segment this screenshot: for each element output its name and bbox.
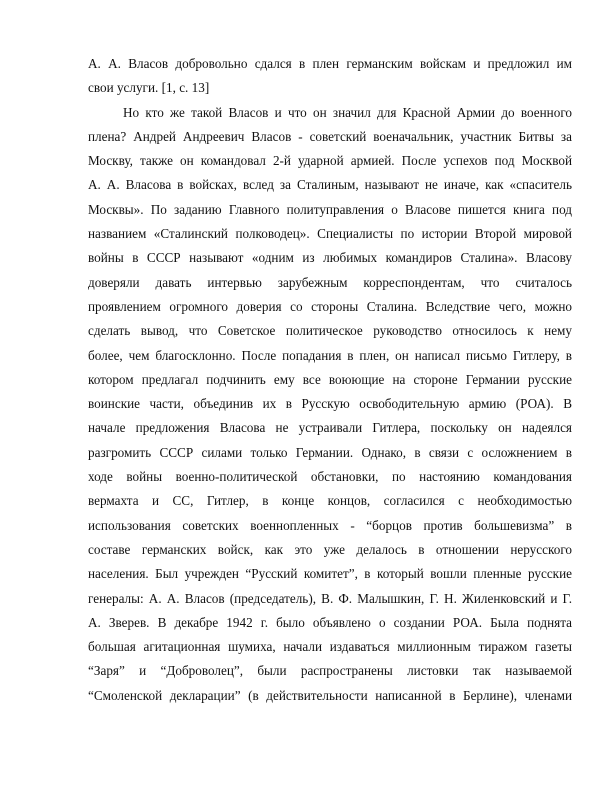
text-line: большая агитационная шумиха, начали издаваться миллионным тиражом газеты — [88, 639, 572, 655]
text-line: ходе войны военно-политической обстановки, по настоянию командования — [88, 469, 572, 485]
text-line: Москвы». По заданию Главного политуправления о Власове пишется книга под — [88, 201, 572, 217]
text-line: свои услуги. [1, с. 13] — [88, 80, 210, 96]
text-line: разгромить СССР силами только Германии. Однако, в связи с осложнением в — [88, 444, 572, 460]
text-line: котором предлагал подчинить ему все воюющие на стороне Германии русские — [88, 371, 572, 387]
text-line: воинские части, объединив их в Русскую освободительную армию (РОА). В — [88, 396, 572, 412]
text-line: названием «Сталинский полководец». Специалисты по истории Второй мировой — [88, 226, 572, 242]
text-line: проявлением огромного доверия со стороны Сталина. Вследствие чего, можно — [88, 298, 572, 314]
text-line: составе германских войск, как это уже делалось в отношении нерусского — [88, 541, 572, 557]
text-line: генералы: А. А. Власов (председатель), В. Ф. Малышкин, Г. Н. Жиленковский и Г. — [88, 590, 572, 606]
text-line: доверяли давать интервью зарубежным корреспондентам, что считалось — [88, 274, 572, 290]
text-line: А. А. Власова в войсках, вслед за Сталиным, называют не иначе, как «спаситель — [88, 177, 572, 193]
text-line: вермахта и СС, Гитлер, в конце концов, согласился с необходимостью — [88, 493, 572, 509]
text-line: “Смоленской декларации” (в действительности написанной в Берлине), членами — [88, 687, 572, 703]
text-line: плена? Андрей Андреевич Власов - советский военачальник, участник Битвы за — [88, 128, 572, 144]
text-line: войны в СССР называют «одним из любимых командиров Сталина». Власову — [88, 250, 572, 266]
text-line: использования советских военнопленных - “борцов против большевизма” в — [88, 517, 572, 533]
text-line: начале предложения Власова не устраивали Гитлера, поскольку он надеялся — [88, 420, 572, 436]
text-line: более, чем благосклонно. После попадания в плен, он написал письмо Гитлеру, в — [88, 347, 572, 363]
text-line: Москву, также он командовал 2-й ударной армией. После успехов под Москвой — [88, 153, 572, 169]
text-line: Но кто же такой Власов и что он значил для Красной Армии до военного — [123, 104, 572, 120]
text-line: “Заря” и “Доброволец”, были распространены листовки так называемой — [88, 663, 572, 679]
text-line: А. Зверев. В декабре 1942 г. было объявлено о создании РОА. Была поднята — [88, 614, 572, 630]
text-line: населения. Был учрежден “Русский комитет”, в который вошли пленные русские — [88, 566, 572, 582]
text-line: А. А. Власов добровольно сдался в плен германским войскам и предложил им — [88, 56, 572, 71]
body-text — [88, 52, 572, 708]
text-line: сделать вывод, что Советское политическое руководство относилось к нему — [88, 323, 572, 339]
